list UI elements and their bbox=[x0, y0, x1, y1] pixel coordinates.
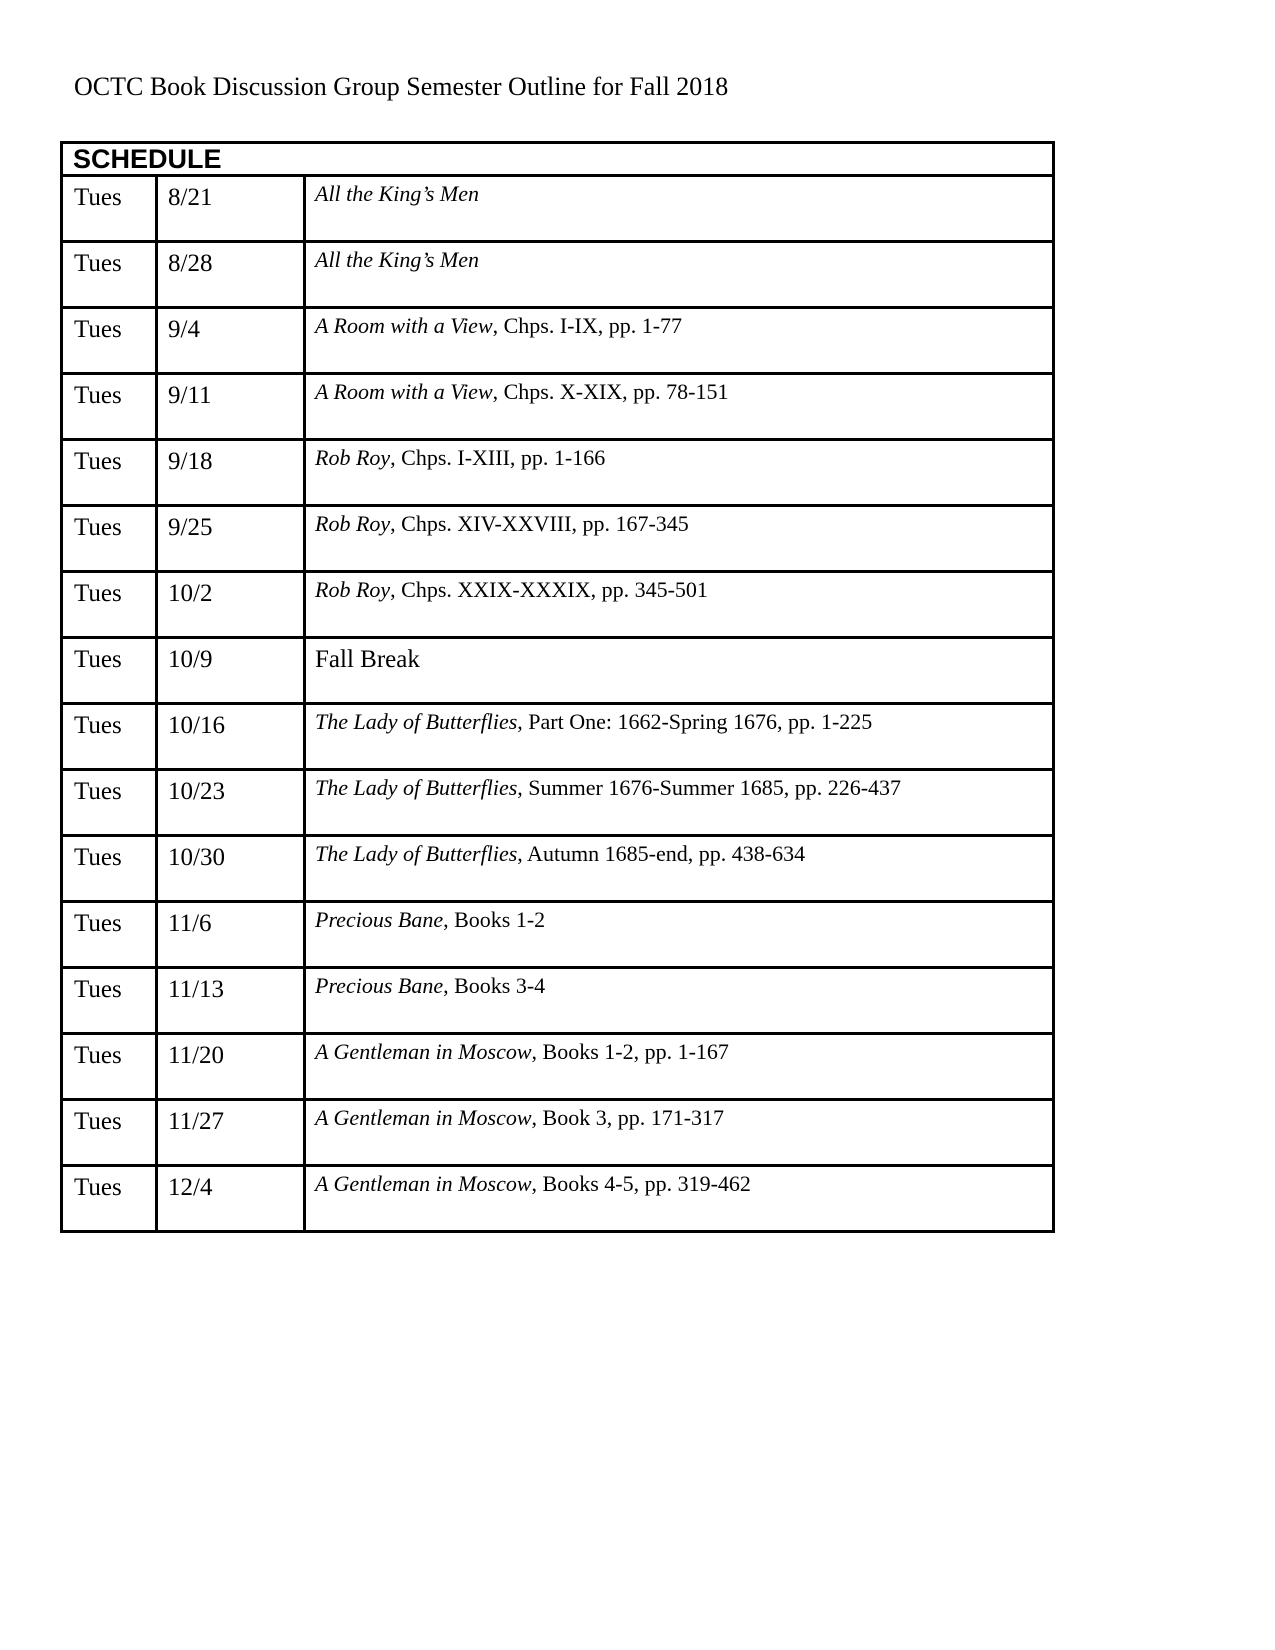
reading-cell bbox=[305, 1100, 1054, 1166]
table-row bbox=[62, 638, 1054, 704]
day-cell bbox=[62, 440, 157, 506]
date-cell bbox=[157, 572, 305, 638]
reading-cell bbox=[305, 308, 1054, 374]
book-title: A Gentleman in Moscow bbox=[315, 1171, 532, 1196]
date-text: 11/20 bbox=[168, 1042, 225, 1069]
reading-details: , Chps. X-XIX, pp. 78-151 bbox=[492, 379, 729, 404]
reading-text bbox=[306, 441, 1052, 470]
date-cell bbox=[157, 308, 305, 374]
table-row bbox=[62, 176, 1054, 242]
date-text: 9/11 bbox=[168, 382, 212, 409]
date-text: 9/4 bbox=[168, 316, 200, 343]
day-text: Tues bbox=[74, 316, 122, 343]
day-cell bbox=[62, 902, 157, 968]
day-cell bbox=[62, 1034, 157, 1100]
date-cell bbox=[157, 902, 305, 968]
table-row bbox=[62, 770, 1054, 836]
date-cell bbox=[157, 968, 305, 1034]
day-cell bbox=[62, 374, 157, 440]
day-cell bbox=[62, 572, 157, 638]
day-cell bbox=[62, 242, 157, 308]
date-text: 11/13 bbox=[168, 976, 225, 1003]
date-cell bbox=[157, 374, 305, 440]
day-text: Tues bbox=[74, 910, 122, 937]
table-row bbox=[62, 572, 1054, 638]
reading-cell bbox=[305, 1166, 1054, 1232]
book-title: The Lady of Butterflies bbox=[315, 841, 518, 866]
table-row bbox=[62, 704, 1054, 770]
reading-details: , Books 1-2 bbox=[443, 907, 546, 932]
schedule-heading: SCHEDULE bbox=[73, 144, 222, 174]
day-cell bbox=[62, 176, 157, 242]
reading-details: , Books 4-5, pp. 319-462 bbox=[531, 1171, 751, 1196]
reading-cell bbox=[305, 968, 1054, 1034]
schedule-table-body bbox=[62, 143, 1054, 1232]
table-row bbox=[62, 506, 1054, 572]
date-text: 9/25 bbox=[168, 514, 213, 541]
reading-text bbox=[306, 1167, 1052, 1196]
date-text: 9/18 bbox=[168, 448, 213, 475]
day-text: Tues bbox=[74, 514, 122, 541]
reading-text bbox=[306, 639, 1052, 674]
reading-details: , Part One: 1662-Spring 1676, pp. 1-225 bbox=[517, 709, 873, 734]
day-cell bbox=[62, 1166, 157, 1232]
date-cell bbox=[157, 770, 305, 836]
day-cell bbox=[62, 704, 157, 770]
date-text: 11/6 bbox=[168, 910, 212, 937]
reading-details: , Chps. XIV-XXVIII, pp. 167-345 bbox=[390, 511, 689, 536]
book-title: All the King’s Men bbox=[315, 181, 479, 206]
reading-details: , Summer 1676-Summer 1685, pp. 226-437 bbox=[517, 775, 902, 800]
date-cell bbox=[157, 1166, 305, 1232]
reading-cell bbox=[305, 836, 1054, 902]
date-text: 12/4 bbox=[168, 1174, 213, 1201]
table-row bbox=[62, 242, 1054, 308]
date-text: 8/21 bbox=[168, 184, 213, 211]
date-text: 10/23 bbox=[168, 778, 225, 805]
reading-cell bbox=[305, 440, 1054, 506]
day-text: Tues bbox=[74, 778, 122, 805]
reading-text bbox=[306, 969, 1052, 998]
reading-cell bbox=[305, 902, 1054, 968]
reading-cell bbox=[305, 770, 1054, 836]
reading-details: , Books 3-4 bbox=[443, 973, 546, 998]
reading-text bbox=[306, 177, 1052, 206]
day-text: Tues bbox=[74, 1174, 122, 1201]
date-text: 10/9 bbox=[168, 646, 213, 673]
reading-text bbox=[306, 705, 1052, 734]
reading-details: , Books 1-2, pp. 1-167 bbox=[531, 1039, 729, 1064]
table-row bbox=[62, 374, 1054, 440]
schedule-header-row bbox=[62, 143, 1054, 176]
table-row bbox=[62, 1166, 1054, 1232]
day-text: Tues bbox=[74, 184, 122, 211]
date-cell bbox=[157, 1034, 305, 1100]
reading-cell bbox=[305, 638, 1054, 704]
day-text: Tues bbox=[74, 1042, 122, 1069]
day-text: Tues bbox=[74, 1108, 122, 1135]
reading-text bbox=[306, 375, 1052, 404]
reading-text bbox=[306, 243, 1052, 272]
schedule-header-cell bbox=[62, 143, 1054, 176]
date-cell bbox=[157, 638, 305, 704]
day-cell bbox=[62, 506, 157, 572]
book-title: A Gentleman in Moscow bbox=[315, 1039, 532, 1064]
book-title: Precious Bane bbox=[315, 973, 444, 998]
date-text: 8/28 bbox=[168, 250, 213, 277]
reading-details: , Autumn 1685-end, pp. 438-634 bbox=[517, 841, 806, 866]
reading-cell bbox=[305, 572, 1054, 638]
reading-details: , Book 3, pp. 171-317 bbox=[531, 1105, 725, 1130]
day-cell bbox=[62, 638, 157, 704]
reading-text bbox=[306, 837, 1052, 866]
book-title: Rob Roy bbox=[315, 577, 391, 602]
reading-cell bbox=[305, 1034, 1054, 1100]
reading-cell bbox=[305, 242, 1054, 308]
table-row bbox=[62, 968, 1054, 1034]
day-text: Tues bbox=[74, 382, 122, 409]
date-cell bbox=[157, 506, 305, 572]
table-row bbox=[62, 308, 1054, 374]
schedule-table bbox=[60, 141, 1055, 1233]
table-row bbox=[62, 836, 1054, 902]
reading-details: , Chps. I-XIII, pp. 1-166 bbox=[390, 445, 606, 470]
reading-text bbox=[306, 903, 1052, 932]
reading-cell bbox=[305, 704, 1054, 770]
date-text: 11/27 bbox=[168, 1108, 225, 1135]
book-title: Rob Roy bbox=[315, 511, 391, 536]
day-text: Tues bbox=[74, 646, 122, 673]
day-text: Tues bbox=[74, 844, 122, 871]
book-title: A Gentleman in Moscow bbox=[315, 1105, 532, 1130]
reading-cell bbox=[305, 506, 1054, 572]
reading-text bbox=[306, 771, 1052, 800]
book-title: A Room with a View bbox=[315, 313, 493, 338]
day-cell bbox=[62, 308, 157, 374]
day-cell bbox=[62, 770, 157, 836]
table-row bbox=[62, 1034, 1054, 1100]
reading-details: , Chps. I-IX, pp. 1-77 bbox=[492, 313, 683, 338]
reading-text bbox=[306, 507, 1052, 536]
day-text: Tues bbox=[74, 712, 122, 739]
book-title: The Lady of Butterflies bbox=[315, 709, 518, 734]
reading-details: Fall Break bbox=[315, 646, 420, 673]
date-cell bbox=[157, 1100, 305, 1166]
book-title: Precious Bane bbox=[315, 907, 444, 932]
reading-details: , Chps. XXIX-XXXIX, pp. 345-501 bbox=[390, 577, 708, 602]
reading-text bbox=[306, 1101, 1052, 1130]
table-row bbox=[62, 1100, 1054, 1166]
book-title: Rob Roy bbox=[315, 445, 391, 470]
day-cell bbox=[62, 836, 157, 902]
day-text: Tues bbox=[74, 580, 122, 607]
book-title: All the King’s Men bbox=[315, 247, 479, 272]
day-text: Tues bbox=[74, 250, 122, 277]
date-cell bbox=[157, 704, 305, 770]
date-cell bbox=[157, 242, 305, 308]
reading-cell bbox=[305, 374, 1054, 440]
day-cell bbox=[62, 1100, 157, 1166]
day-text: Tues bbox=[74, 448, 122, 475]
date-text: 10/30 bbox=[168, 844, 225, 871]
date-cell bbox=[157, 836, 305, 902]
page-title: OCTC Book Discussion Group Semester Outline for Fall 2018 bbox=[74, 72, 729, 101]
reading-text bbox=[306, 309, 1052, 338]
date-cell bbox=[157, 176, 305, 242]
date-text: 10/2 bbox=[168, 580, 213, 607]
day-cell bbox=[62, 968, 157, 1034]
reading-text bbox=[306, 1035, 1052, 1064]
day-text: Tues bbox=[74, 976, 122, 1003]
book-title: A Room with a View bbox=[315, 379, 493, 404]
table-row bbox=[62, 440, 1054, 506]
date-text: 10/16 bbox=[168, 712, 225, 739]
date-cell bbox=[157, 440, 305, 506]
book-title: The Lady of Butterflies bbox=[315, 775, 518, 800]
table-row bbox=[62, 902, 1054, 968]
reading-cell bbox=[305, 176, 1054, 242]
reading-text bbox=[306, 573, 1052, 602]
